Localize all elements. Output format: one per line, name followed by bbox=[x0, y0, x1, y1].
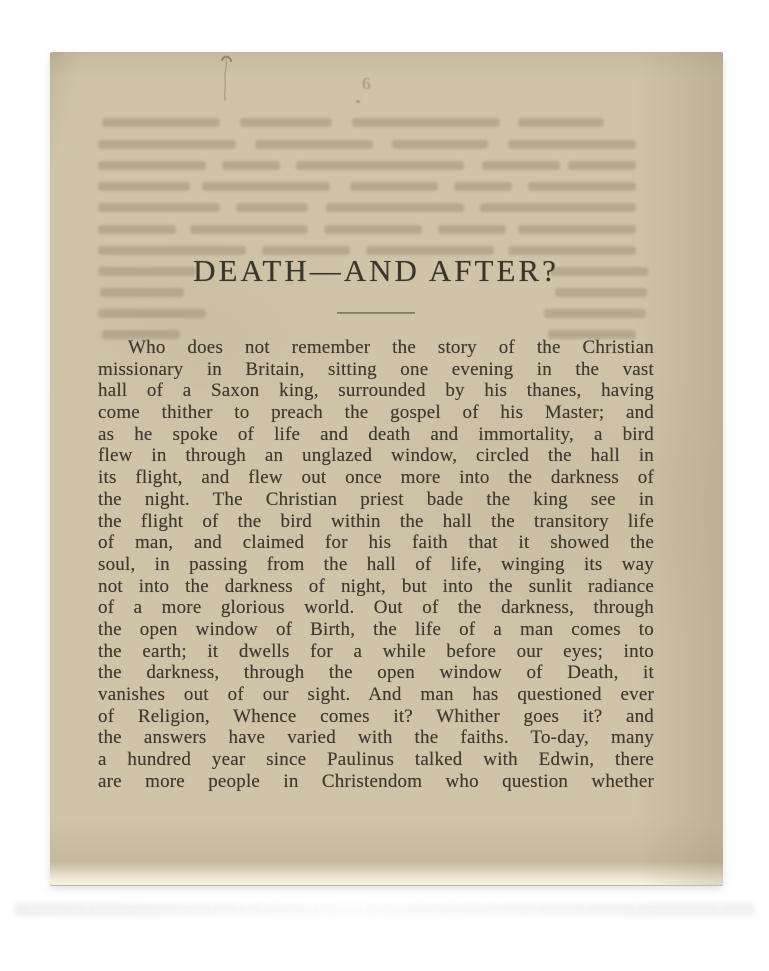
paragraph-line: of man, and claimed for his faith that it showed the bbox=[98, 532, 654, 554]
bleed-through-digit: 6 bbox=[362, 74, 371, 93]
page-content bbox=[98, 52, 654, 792]
paragraph-line: the answers have varied with the faiths. To-day, many bbox=[98, 727, 654, 749]
paragraph-line: the open window of Birth, the life of a man comes to bbox=[98, 618, 654, 640]
paragraph-line: the flight of the bird within the hall the transitory life bbox=[98, 510, 654, 532]
paragraph-line: its flight, and flew out once more into the darkness of bbox=[98, 467, 654, 489]
paragraph-line: as he spoke of life and death and immortality, a bird bbox=[98, 423, 654, 445]
paragraph-line: the darkness, through the open window of Death, it bbox=[98, 662, 654, 684]
paragraph-line: hall of a Saxon king, surrounded by his thanes, having bbox=[98, 380, 654, 402]
scan-shadow-band bbox=[14, 903, 755, 916]
paragraph-line: missionary in Britain, sitting one evening in the vast bbox=[98, 358, 654, 380]
paragraph-line: not into the darkness of night, but into the sunlit radiance bbox=[98, 575, 654, 597]
paragraph-line: Who does not remember the story of the Christian bbox=[128, 337, 654, 358]
paragraph-line: the night. The Christian priest bade the king see in bbox=[98, 488, 654, 510]
title-divider bbox=[337, 312, 415, 314]
paragraph-line: the earth; it dwells for a while before our eyes; into bbox=[98, 640, 654, 662]
paragraph-line: vanishes out of our sight. And man has questioned ever bbox=[98, 684, 654, 705]
page-title: DEATH—AND AFTER? bbox=[193, 253, 559, 288]
paragraph-line: a hundred year since Paulinus talked with Edwin, there bbox=[98, 749, 654, 771]
paragraph-line: of a more glorious world. Out of the darkness, through bbox=[98, 597, 654, 619]
paragraph-line: flew in through an unglazed window, circled the hall in bbox=[98, 445, 654, 467]
paragraph-line: come thither to preach the gospel of his Master; and bbox=[98, 402, 654, 424]
book-page bbox=[50, 52, 723, 885]
paragraph-line: are more people in Christendom who question whether bbox=[98, 770, 654, 792]
body-paragraph bbox=[98, 337, 654, 792]
paragraph-line: soul, in passing from the hall of life, winging its way bbox=[98, 553, 654, 575]
paragraph-line: of Religion, Whence comes it? Whither goes it? and bbox=[98, 705, 654, 727]
